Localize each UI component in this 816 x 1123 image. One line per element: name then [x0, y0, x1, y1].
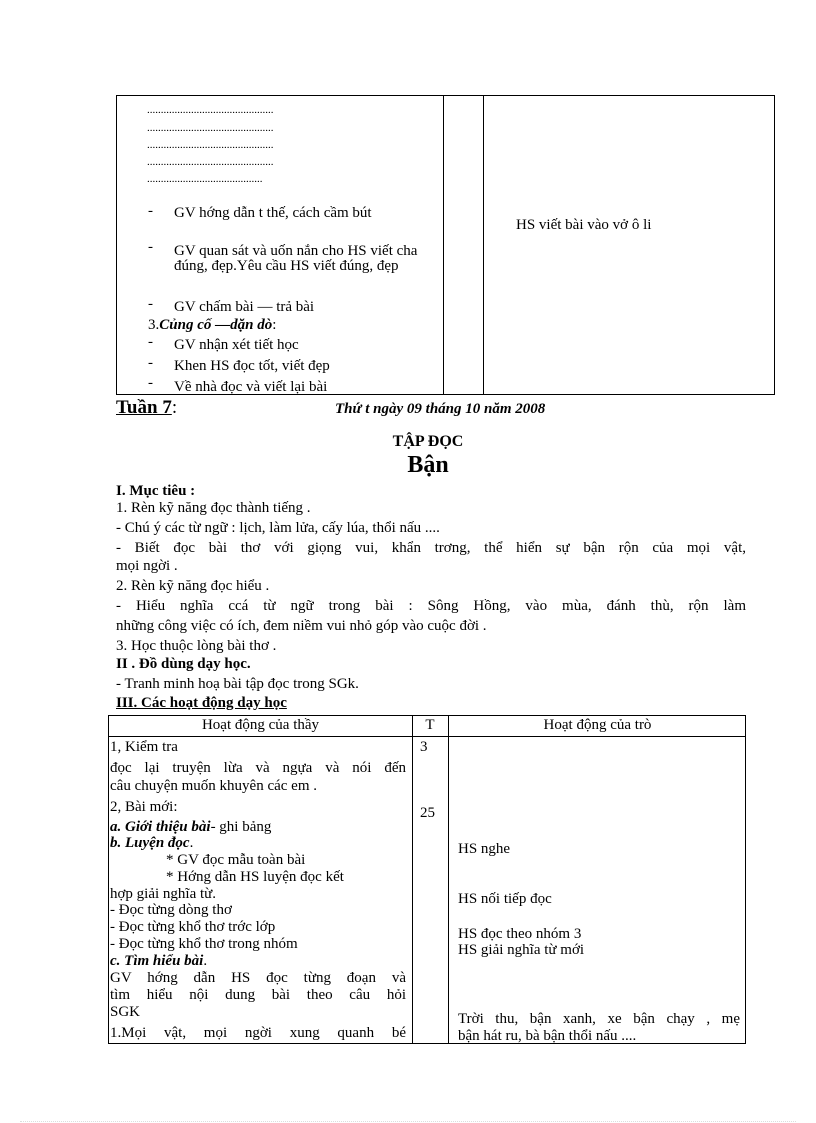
teacher-line: 1, Kiểm tra: [110, 739, 178, 755]
column-divider: [448, 716, 449, 1043]
bullet-dash: -: [148, 334, 153, 350]
teacher-line: - Đọc từng khổ thơ trớc lớp: [110, 919, 276, 935]
student-line: HS đọc theo nhóm 3: [458, 926, 582, 942]
col-header-teacher: Hoạt động của thầy: [201, 717, 320, 733]
teacher-line: hợp giải nghĩa từ.: [110, 886, 217, 902]
dotted-line: ..............................................: [147, 156, 274, 168]
lesson-title: Bận: [407, 452, 449, 478]
bullet-text: GV quan sát và uốn nắn cho HS viết cha đúng, đẹp.Yêu cầu HS viết đúng, đẹp: [174, 243, 418, 274]
teacher-line: - Đọc từng khổ thơ trong nhóm: [110, 936, 298, 952]
comprehension-dot: .: [203, 953, 208, 969]
goal-line: - Biết đọc bài thơ với giọng vui, khẩn trơng, thể hiển sự bận rộn của mọi vật,: [116, 540, 746, 556]
comprehension-title: c. Tìm hiểu bài: [110, 953, 204, 969]
materials-heading: II . Đồ dùng dạy học.: [116, 656, 251, 672]
bullet-dash: -: [148, 355, 153, 371]
column-divider: [483, 96, 484, 394]
bullet-text: GV hớng dẫn t thế, cách cầm bút: [174, 205, 372, 221]
bullet-text: Về nhà đọc và viết lại bài: [174, 380, 328, 394]
time-value: 3: [420, 739, 428, 755]
materials-line: - Tranh minh hoạ bài tập đọc trong SGk.: [116, 676, 359, 692]
week-label-text: Tuần 7: [116, 397, 172, 418]
student-line: bận hát ru, bà bận thổi nấu ....: [458, 1029, 637, 1043]
goal-line: 1. Rèn kỹ năng đọc thành tiếng .: [116, 500, 311, 516]
student-line: HS nối tiếp đọc: [458, 891, 552, 907]
student-line: HS giải nghĩa từ mới: [458, 942, 585, 958]
teacher-line: [110, 820, 271, 835]
week-label-colon: :: [171, 397, 178, 418]
column-divider: [412, 716, 413, 1043]
section3-title: Củng cố —dặn dò: [159, 317, 273, 333]
goal-line: những công việc có ích, đem niềm vui nhỏ góp vào cuộc đời .: [116, 618, 487, 634]
teacher-line: * GV đọc mẫu toàn bài: [166, 852, 306, 868]
column-divider: [443, 96, 444, 394]
lesson-date: Thứ t ngày 09 tháng 10 năm 2008: [335, 401, 546, 417]
bullet-text: Khen HS đọc tốt, viết đẹp: [174, 358, 330, 374]
time-value: 25: [420, 805, 435, 821]
section3-colon: :: [272, 317, 277, 333]
week-label: [116, 397, 177, 419]
reading-title: b. Luyện đọc: [110, 835, 190, 851]
goal-line: - Chú ý các từ ngữ : lịch, làm lửa, cấy lúa, thổi nấu ....: [116, 520, 440, 536]
dotted-line: ..............................................: [147, 122, 274, 134]
col-header-student: Hoạt động của trò: [543, 717, 652, 733]
header-divider: [109, 736, 745, 737]
student-line: HS nghe: [458, 841, 511, 857]
teacher-line: 2, Bài mới:: [110, 799, 178, 815]
teacher-line: * Hớng dẫn HS luyện đọc kết: [166, 869, 344, 885]
teacher-line: GV hớng dẫn HS đọc từng đoạn và: [110, 970, 406, 986]
activities-heading: III. Các hoạt động dạy học: [116, 695, 287, 711]
bullet-text: GV nhận xét tiết học: [174, 337, 299, 353]
intro-note: - ghi bảng: [210, 819, 272, 835]
student-activity-text: HS viết bài vào vở ô li: [516, 217, 652, 233]
col-header-time: T: [425, 717, 435, 733]
dotted-line: ..............................................: [147, 139, 274, 151]
bullet-dash: -: [148, 239, 153, 255]
goals-heading: I. Mục tiêu :: [116, 483, 196, 499]
subject-heading: TẬP ĐỌC: [392, 433, 464, 450]
teacher-line: câu chuyện muốn khuyên các em .: [110, 778, 318, 794]
bullet-dash: -: [148, 203, 153, 219]
teacher-line: SGK: [110, 1004, 141, 1020]
bullet-dash: -: [148, 375, 153, 391]
bullet-text: GV chấm bài — trả bài: [174, 299, 315, 315]
teacher-line: đọc lại truyện lừa và ngựa và nói đến: [110, 760, 406, 776]
goal-line: 3. Học thuộc lòng bài thơ .: [116, 638, 277, 654]
page-break-line: [20, 1121, 796, 1122]
goal-line: - Hiểu nghĩa ccá từ ngữ trong bài : Sông Hồng, vào mùa, đánh thù, rộn làm: [116, 598, 746, 614]
bullet-dash: -: [148, 296, 153, 312]
dotted-line: ..............................................: [147, 104, 274, 116]
goal-line: 2. Rèn kỹ năng đọc hiểu .: [116, 578, 270, 594]
teacher-line: [110, 954, 207, 969]
teacher-line: - Đọc từng dòng thơ: [110, 902, 232, 918]
intro-title: a. Giới thiệu bài: [110, 819, 211, 835]
student-line: Trời thu, bận xanh, xe bận chạy , mẹ: [458, 1011, 740, 1027]
section3-heading: [148, 317, 276, 333]
teacher-line: tìm hiểu nội dung bài theo câu hỏi: [110, 987, 406, 1003]
teacher-line: 1.Mọi vật, mọi ngời xung quanh bé: [110, 1025, 406, 1041]
section3-number: 3.: [148, 317, 160, 333]
goal-line: mọi ngời .: [116, 558, 178, 574]
teacher-line: [110, 836, 193, 851]
dotted-line: ..........................................: [147, 173, 263, 185]
reading-dot: .: [189, 835, 194, 851]
